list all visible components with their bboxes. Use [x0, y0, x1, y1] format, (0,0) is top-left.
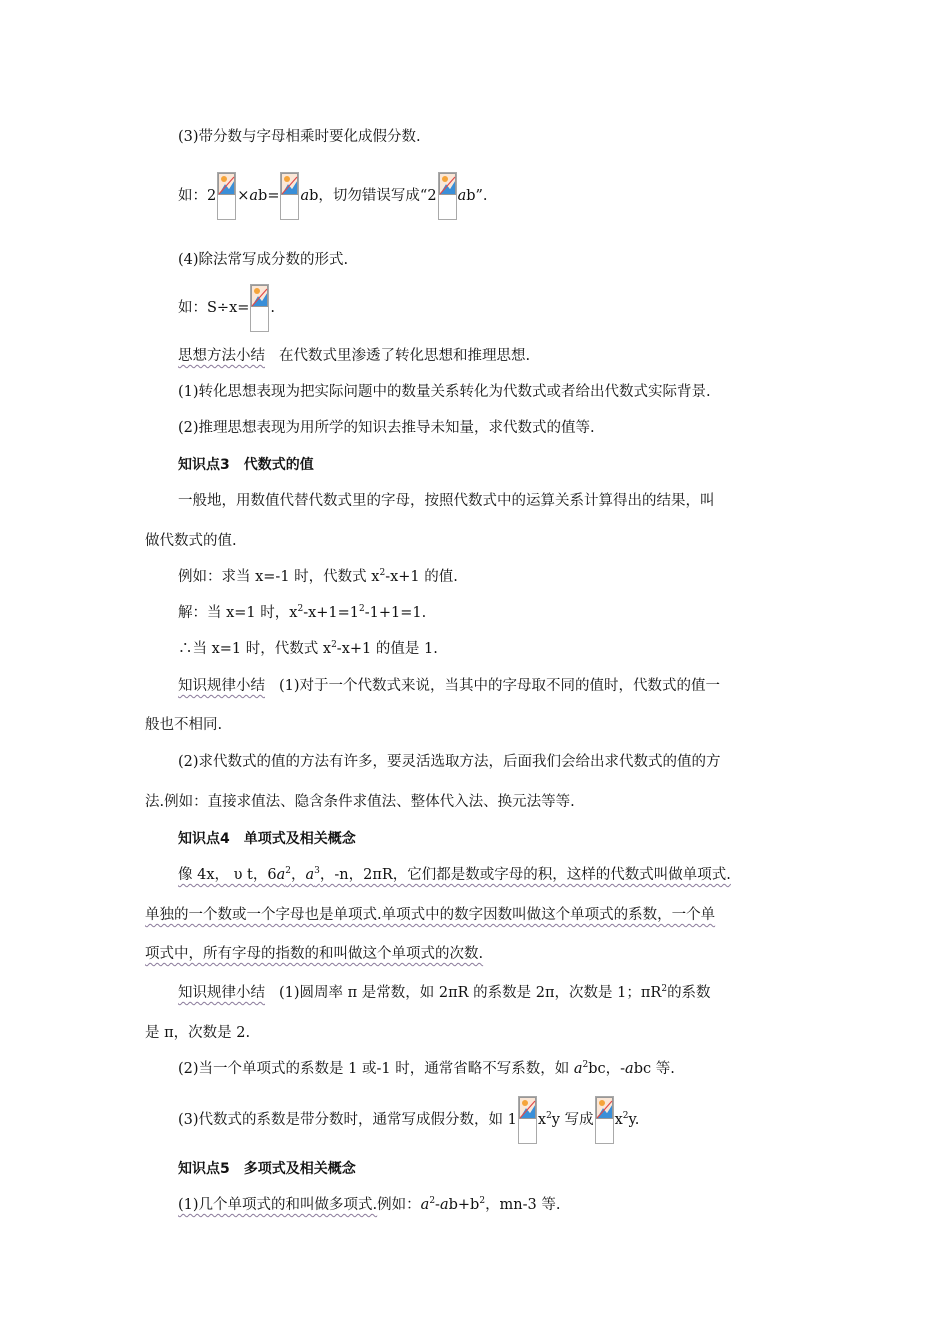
- broken-image-icon: [217, 172, 236, 220]
- para-rule-summary-3: 知识规律小结 (1)圆周率 π 是常数，如 2πR 的系数是 2π，次数是 1；$\pi R^2$的系数: [178, 984, 711, 1001]
- summary-label: 思想方法小结: [178, 348, 265, 364]
- para-rule-summary-2b: 法.例如：直接求值法、隐含条件求值法、整体代入法、换元法等等.: [145, 794, 575, 810]
- summary-label: 知识规律小结: [178, 985, 265, 1001]
- broken-image-icon: [280, 172, 299, 220]
- section-heading-3: 知识点3 代数式的值: [178, 457, 314, 473]
- para-monomial-definition-2: 单独的一个数或一个字母也是单项式.单项式中的数字因数叫做这个单项式的系数，一个单: [145, 907, 716, 923]
- section-heading-5: 知识点5 多项式及相关概念: [178, 1161, 356, 1177]
- para-method-summary: 思想方法小结 在代数式里渗透了转化思想和推理思想.: [178, 348, 531, 364]
- broken-image-icon: [250, 284, 269, 332]
- para-example-question: 例如：求当 x=-1 时，代数式 $x^2-x+1$ 的值.: [178, 568, 458, 585]
- para-rule-summary-1: 知识规律小结 (1)对于一个代数式来说，当其中的字母取不同的值时，代数式的值一: [178, 678, 721, 694]
- para-rule-summary-2: (2)求代数式的值的方法有许多，要灵活选取方法，后面我们会给出求代数式的值的方: [178, 754, 721, 770]
- para-rule-summary-1b: 般也不相同.: [145, 717, 223, 733]
- broken-image-icon: [438, 172, 457, 220]
- para-fraction-example: 如：2 ×ab= ab，切勿错误写成“2 ab”.: [178, 172, 488, 220]
- para-example-conclusion: ∴当 x=1 时，代数式 $x^2-x+1$ 的值是 1.: [178, 640, 438, 657]
- para-coefficient-one: (2)当一个单项式的系数是 1 或-1 时，通常省略不写系数，如 $a^2bc$，-abc 等.: [178, 1060, 675, 1077]
- broken-image-icon: [518, 1096, 537, 1144]
- para-value-definition-1: 一般地，用数值代替代数式里的字母，按照代数式中的运算关系计算得出的结果，叫: [178, 493, 715, 509]
- para-value-definition-2: 做代数式的值.: [145, 533, 237, 549]
- para-monomial-definition-3: 项式中，所有字母的指数的和叫做这个单项式的次数.: [145, 946, 484, 962]
- summary-label: 知识规律小结: [178, 678, 265, 694]
- broken-image-icon: [595, 1096, 614, 1144]
- para-division-rule: (4)除法常写成分数的形式.: [178, 252, 349, 268]
- para-polynomial-definition: (1)几个单项式的和叫做多项式.例如：$a^2-ab+b^2$，mn-3 等.: [178, 1196, 561, 1213]
- para-reasoning-thinking: (2)推理思想表现为用所学的知识去推导未知量，求代数式的值等.: [178, 420, 595, 436]
- para-rule-summary-3b: 是 π，次数是 2.: [145, 1025, 251, 1041]
- para-monomial-definition-1: 像 4x， υ t，$6a^2$，$a^3$，-n，2πR，它们都是数或字母的积，这样的代数式叫做单项式.: [178, 866, 731, 883]
- para-fraction-rule: (3)带分数与字母相乘时要化成假分数.: [178, 129, 421, 145]
- section-heading-4: 知识点4 单项式及相关概念: [178, 831, 356, 847]
- para-division-example: 如：S÷x= .: [178, 284, 275, 332]
- para-mixed-coefficient: (3)代数式的系数是带分数时，通常写成假分数，如 1 $x^2y$ 写成 $x^2y$.: [178, 1096, 639, 1144]
- para-example-solution: 解：当 x=1 时，$x^2-x+1=1^2-1+1=1$.: [178, 604, 427, 621]
- para-transform-thinking: (1)转化思想表现为把实际问题中的数量关系转化为代数式或者给出代数式实际背景.: [178, 384, 711, 400]
